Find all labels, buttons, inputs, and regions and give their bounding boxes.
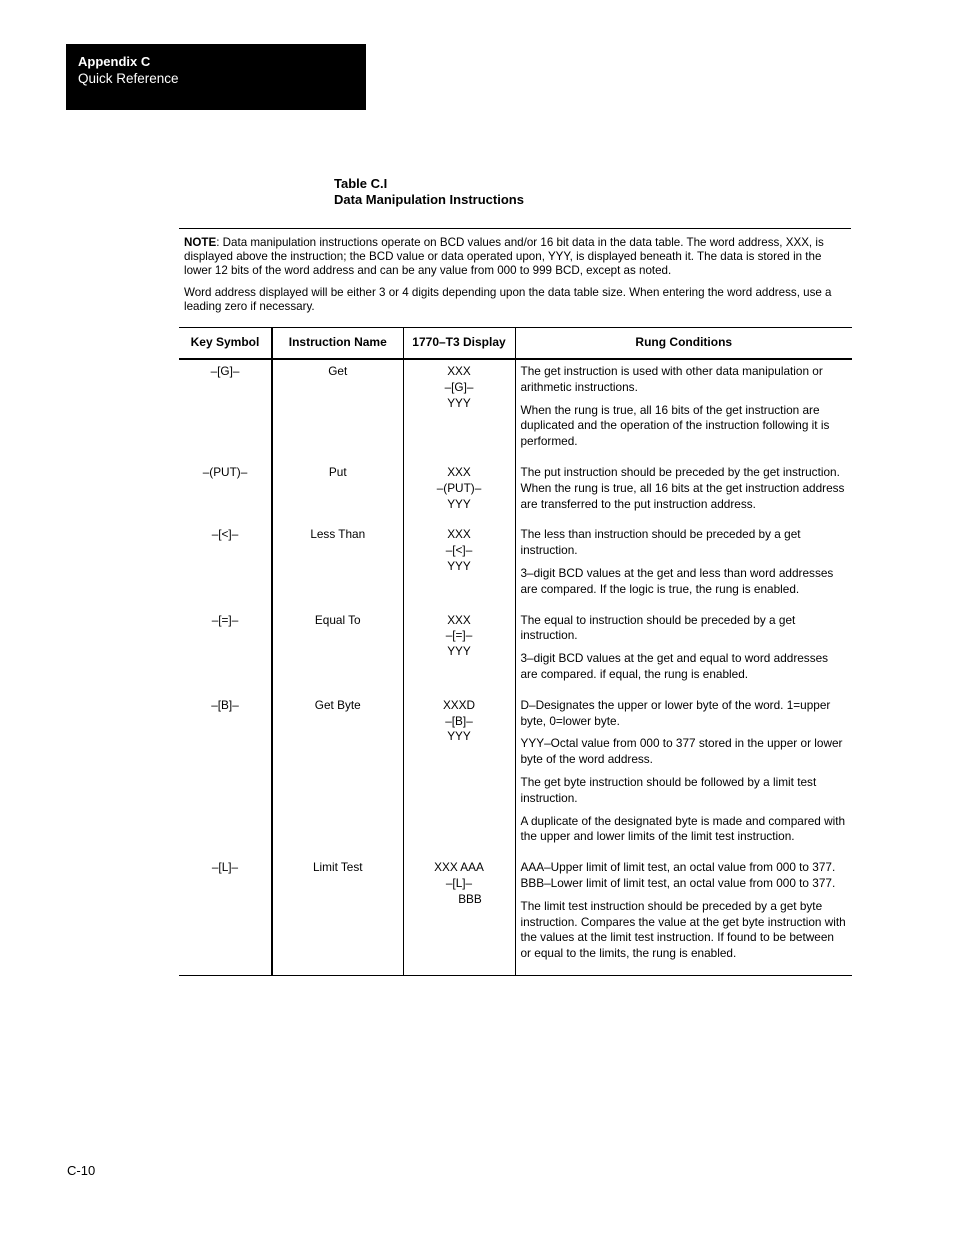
instructions-table <box>179 327 852 976</box>
instruction-name-cell: Get Byte <box>272 698 403 860</box>
condition-text: When the rung is true, all 16 bits of the get instruction are duplicated and the operation of the instruction following it is performed. <box>520 402 830 449</box>
condition-text: The put instruction should be preceded by the get instruction. When the rung is true, all 16 bits at the get instruction address are transferred to the put instruction address. <box>520 464 845 511</box>
key-symbol-cell: –[G]– <box>179 359 272 465</box>
table-row <box>179 527 852 612</box>
note-paragraph-1 <box>184 236 851 279</box>
instruction-name-cell: Put <box>272 465 403 527</box>
condition-text: The limit test instruction should be preceded by a get byte instruction. Compares the value at the get byte instruction with the values at the limit test instruction. If found to be between or equal to the limits, the rung is enabled. <box>520 898 846 961</box>
table-title: Data Manipulation Instructions <box>334 192 524 207</box>
table-row <box>179 359 852 465</box>
rung-conditions-cell <box>515 860 852 975</box>
instruction-name-cell: Get <box>272 359 403 465</box>
instruction-name-cell: Limit Test <box>272 860 403 975</box>
display-line: YYY <box>447 729 471 744</box>
appendix-label: Appendix C <box>78 54 151 69</box>
display-line: XXX <box>447 364 471 378</box>
table-row <box>179 860 852 975</box>
display-line: –(PUT)– <box>436 480 482 495</box>
display-cell <box>403 465 515 527</box>
condition-text: The equal to instruction should be preceded by a get instruction. <box>520 612 796 643</box>
condition-text: The get byte instruction should be followed by a limit test instruction. <box>520 774 817 805</box>
rung-conditions-cell <box>515 698 852 860</box>
display-cell <box>403 527 515 612</box>
table-row <box>179 465 852 527</box>
key-symbol-cell: –[B]– <box>179 698 272 860</box>
display-line: XXX <box>447 464 471 479</box>
display-line: –[<]– <box>445 543 473 558</box>
condition-text: AAA–Upper limit of limit test, an octal value from 000 to 377. BBB–Lower limit of limit test, an octal value from 000 to 377. <box>520 860 836 890</box>
display-line: YYY <box>447 644 471 659</box>
col-header-key-symbol: Key Symbol <box>179 328 272 360</box>
table-number: Table C.I <box>334 176 388 191</box>
appendix-header-box <box>66 44 366 110</box>
condition-text: The less than instruction should be preceded by a get instruction. <box>520 527 801 558</box>
display-line: XXX <box>447 612 471 627</box>
note-label: NOTE <box>184 236 217 249</box>
key-symbol-cell: –[<]– <box>179 527 272 612</box>
rung-conditions-cell <box>515 359 852 465</box>
rung-conditions-cell <box>515 465 852 527</box>
rung-conditions-cell <box>515 613 852 698</box>
key-symbol-cell: –[=]– <box>179 613 272 698</box>
condition-text: The get instruction is used with other data manipulation or arithmetic instructions. <box>520 364 823 394</box>
display-line: –[=]– <box>445 628 473 643</box>
note-block <box>179 228 851 321</box>
display-line: YYY <box>447 496 471 511</box>
table-row <box>179 698 852 860</box>
page-number: C-10 <box>67 1163 96 1178</box>
instruction-name-cell: Less Than <box>272 527 403 612</box>
display-line: –[G]– <box>444 379 474 394</box>
table-header-row <box>179 328 852 360</box>
condition-text: 3–digit BCD values at the get and equal to word addresses are compared. if equal, the rung is enabled. <box>520 651 829 681</box>
key-symbol-cell: –(PUT)– <box>179 465 272 527</box>
display-line: XXX <box>447 527 471 542</box>
condition-text: 3–digit BCD values at the get and less than word addresses are compared. If the logic is true, the rung is enabled. <box>520 565 834 596</box>
col-header-rung-conditions: Rung Conditions <box>515 328 852 360</box>
note-paragraph-2: Word address displayed will be either 3 or 4 digits depending upon the data table size. When entering the word address, use a leading zero if necessary. <box>184 285 832 313</box>
col-header-instruction-name: Instruction Name <box>272 328 403 360</box>
display-line: YYY <box>447 395 471 410</box>
display-line: –[B]– <box>445 713 473 728</box>
condition-text: D–Designates the upper or lower byte of the word. 1=upper byte, 0=lower byte. <box>520 697 831 728</box>
section-label: Quick Reference <box>78 71 179 86</box>
table-row <box>179 613 852 698</box>
display-line: XXX AAA <box>434 860 484 875</box>
condition-text: A duplicate of the designated byte is made and compared with the upper and lower limits of the limit test instruction. <box>520 813 846 844</box>
display-cell <box>403 860 515 975</box>
table-caption <box>334 176 524 208</box>
condition-text: YYY–Octal value from 000 to 377 stored in the upper or lower byte of the word address. <box>520 736 843 767</box>
display-cell <box>403 359 515 465</box>
display-cell <box>403 698 515 860</box>
col-header-display: 1770–T3 Display <box>403 328 515 360</box>
display-line: BBB <box>458 891 482 906</box>
rung-conditions-cell <box>515 527 852 612</box>
display-line: XXXD <box>442 697 476 712</box>
display-line: –[L]– <box>445 875 473 890</box>
display-line: YYY <box>447 558 471 573</box>
note-text-1: : Data manipulation instructions operate on BCD values and/or 16 bit data in the data table. The word address, XXX, is displayed above the instruction; the BCD value or data operated upon, YYY, is displayed beneath it. The data is stored in the lower 12 bits of the word address and can be any value from 000 to 999 BCD, except as noted. <box>184 236 824 278</box>
instruction-name-cell: Equal To <box>272 613 403 698</box>
display-cell <box>403 613 515 698</box>
key-symbol-cell: –[L]– <box>179 860 272 975</box>
